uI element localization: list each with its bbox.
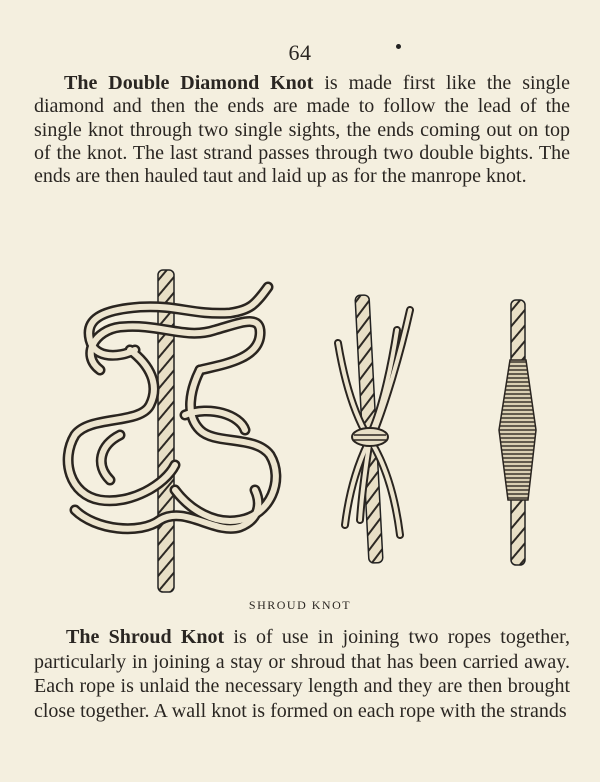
figure-caption: SHROUD KNOT <box>248 598 352 612</box>
knot-drawings <box>0 265 600 595</box>
paragraph-text: is of use in joining two ropes together, particularly in joining a stay or shroud that has been carried away. Each rope is unlaid the necessary length and they are then brought close together. A wall knot is formed on each rope with the strands <box>34 626 571 722</box>
paragraph-double-diamond-knot <box>34 72 570 188</box>
knot-illustration <box>0 265 600 595</box>
paragraph-text: is made first like the single diamond and then the ends are made to follow the lead of the single knot through two single sights, the ends coming out on top of the knot. The last strand passes through two double bights. The ends are then hauled taut and laid up as for the manrope knot. <box>34 72 570 188</box>
shroud-knot-strands-figure <box>338 295 410 563</box>
shroud-knot-finished-figure <box>499 300 536 565</box>
rope-core <box>511 490 525 565</box>
page-number: 64 <box>288 40 312 65</box>
rope-core <box>158 270 174 592</box>
double-diamond-knot-figure <box>68 270 276 592</box>
paragraph-shroud-knot <box>34 625 570 723</box>
term-shroud-knot: The Shroud Knot <box>66 626 225 648</box>
ink-dot <box>396 44 401 49</box>
term-double-diamond-knot: The Double Diamond Knot <box>64 72 314 94</box>
